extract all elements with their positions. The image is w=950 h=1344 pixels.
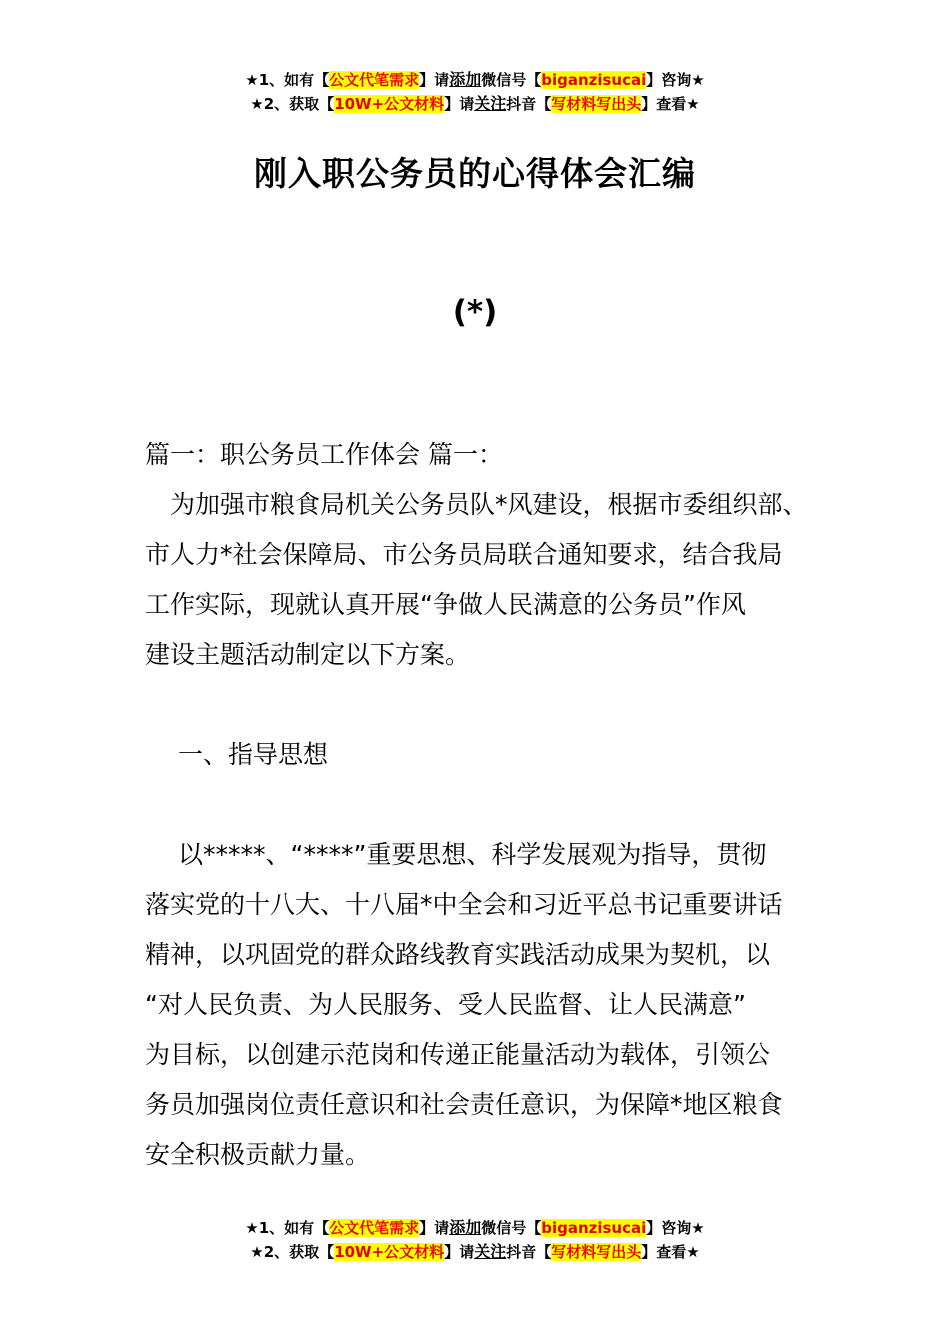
promo-text: 】请 xyxy=(419,71,450,89)
paragraph-line: 为加强市粮食局机关公务员队*风建设，根据市委组织部、 xyxy=(170,490,808,519)
promo-text: 】请 xyxy=(419,1219,450,1237)
promo-text: 】请 xyxy=(444,95,475,113)
promo-highlight: 10W+公文材料 xyxy=(334,95,445,113)
paragraph-line: 以*****、“****”重要思想、科学发展观为指导，贯彻 xyxy=(178,840,767,869)
promo-text: 抖音【 xyxy=(506,1243,552,1261)
promo-highlight: 公文代笔需求 xyxy=(329,1219,420,1237)
section-marker: (*) xyxy=(452,294,498,330)
paragraph-line: 落实党的十八大、十八届*中全会和习近平总书记重要讲话 xyxy=(145,890,783,919)
promo-banner-bottom xyxy=(0,1216,950,1264)
document-title: 刚入职公务员的心得体会汇编 xyxy=(254,154,696,193)
promo-line-2 xyxy=(0,1240,950,1264)
promo-text: 】查看★ xyxy=(641,95,700,113)
section-heading: 一、指导思想 xyxy=(178,740,329,769)
promo-text: 微信号【 xyxy=(481,1219,542,1237)
promo-underline: 添加 xyxy=(449,70,482,89)
promo-text: 】咨询★ xyxy=(646,1219,705,1237)
promo-highlight: 写材料写出头 xyxy=(551,95,642,113)
paragraph-line: “对人民负责、为人民服务、受人民监督、让人民满意” xyxy=(145,990,746,1019)
promo-underline: 添加 xyxy=(449,1218,482,1237)
promo-highlight: biganzisucai xyxy=(541,1219,647,1237)
paragraph-line: 市人力*社会保障局、市公务员局联合通知要求，结合我局 xyxy=(145,540,783,569)
first-section xyxy=(145,430,835,680)
paragraph-line: 精神，以巩固党的群众路线教育实践活动成果为契机，以 xyxy=(145,940,771,969)
paragraph-line: 工作实际，现就认真开展“争做人民满意的公务员”作风 xyxy=(145,590,746,619)
promo-text: ★1、如有【 xyxy=(245,1219,330,1237)
paragraph-line: 务员加强岗位责任意识和社会责任意识，为保障*地区粮食 xyxy=(145,1090,783,1119)
promo-text: 抖音【 xyxy=(506,95,552,113)
promo-text: 微信号【 xyxy=(481,71,542,89)
promo-text: ★2、获取【 xyxy=(250,1243,335,1261)
promo-line-1 xyxy=(0,1216,950,1240)
article-heading: 篇一：职公务员工作体会 篇一： xyxy=(145,440,503,469)
promo-highlight: 写材料写出头 xyxy=(551,1243,642,1261)
paragraph-line: 为目标，以创建示范岗和传递正能量活动为载体，引领公 xyxy=(145,1040,771,1069)
promo-underline: 关注 xyxy=(474,94,507,113)
promo-text: 】查看★ xyxy=(641,1243,700,1261)
promo-line-2 xyxy=(0,92,950,116)
promo-highlight: 10W+公文材料 xyxy=(334,1243,445,1261)
promo-text: 】请 xyxy=(444,1243,475,1261)
promo-line-1 xyxy=(0,68,950,92)
paragraph-line: 安全积极贡献力量。 xyxy=(145,1140,371,1169)
promo-text: 】咨询★ xyxy=(646,71,705,89)
promo-text: ★2、获取【 xyxy=(250,95,335,113)
promo-highlight: biganzisucai xyxy=(541,71,647,89)
promo-banner-top xyxy=(0,68,950,116)
promo-text: ★1、如有【 xyxy=(245,71,330,89)
paragraph-line: 建设主题活动制定以下方案。 xyxy=(145,640,471,669)
section-heading-block xyxy=(145,730,835,780)
promo-highlight: 公文代笔需求 xyxy=(329,71,420,89)
second-paragraph xyxy=(145,830,835,1180)
promo-underline: 关注 xyxy=(474,1242,507,1261)
